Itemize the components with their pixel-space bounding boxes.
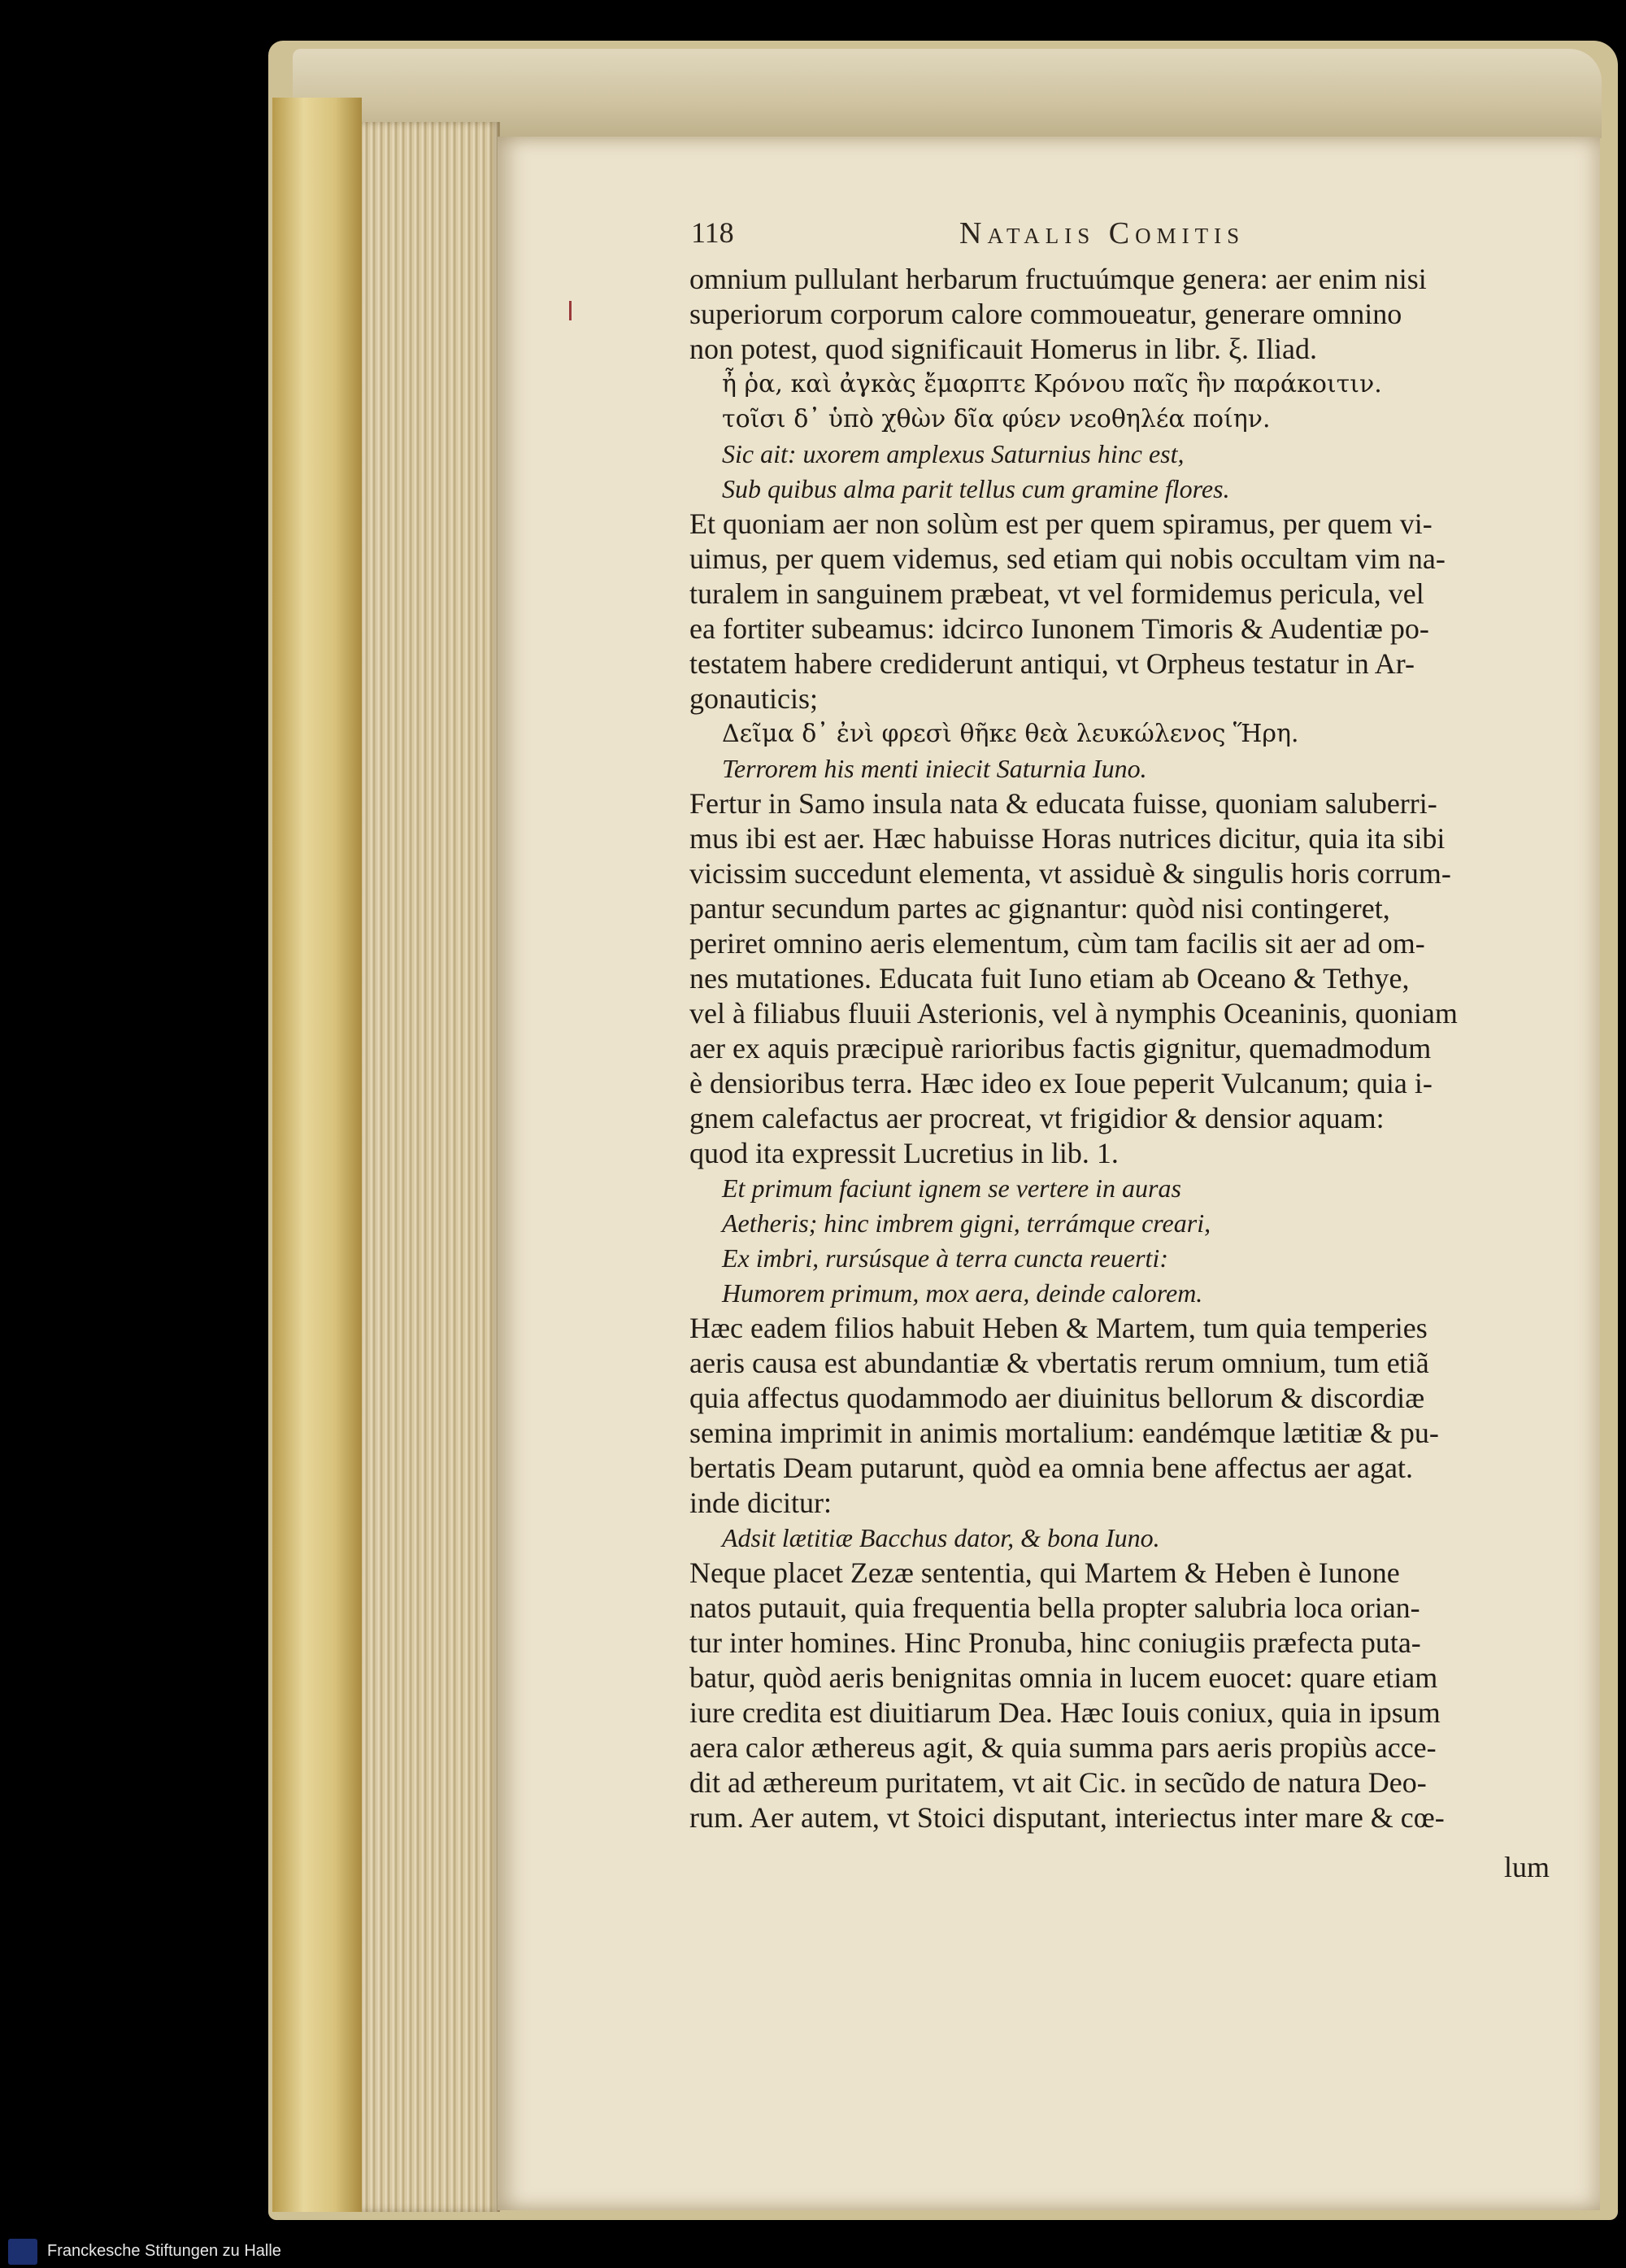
text-line: batur, quòd aeris benignitas omnia in lucem euocet: quare etiam [689, 1661, 1438, 1694]
book-cover-edge [272, 98, 362, 2212]
text-line: Sic ait: uxorem amplexus Saturnius hinc est, [722, 439, 1185, 468]
text-line: Et quoniam aer non solùm est per quem spiramus, per quem vi- [689, 507, 1433, 540]
text-line: Adsit lætitiæ Bacchus dator, & bona Iuno. [722, 1523, 1160, 1552]
text-line: rum. Aer autem, vt Stoici disputant, interiectus inter mare & cœ- [689, 1801, 1445, 1834]
text-line: bertatis Deam putarunt, quòd ea omnia bene affectus aer agat. [689, 1452, 1413, 1484]
text-line: vel à filiabus fluuii Asterionis, vel à nymphis Oceaninis, quoniam [689, 997, 1458, 1030]
footer-institution: Franckesche Stiftungen zu Halle [47, 2242, 281, 2260]
text-line: Fertur in Samo insula nata & educata fuisse, quoniam saluberri- [689, 787, 1437, 820]
institution-logo-icon [8, 2239, 37, 2265]
text-line: Δεῖμα δ᾽ ἐνὶ φρεσὶ θῆκε θεὰ λευκώλενος Ἥρη. [722, 720, 1299, 748]
text-line: tur inter homines. Hinc Pronuba, hinc coniugiis præfecta puta- [689, 1626, 1421, 1659]
text-line: τοῖσι δ᾽ ὑπὸ χθὼν δῖα φύεν νεοθηλέα ποίην. [722, 405, 1271, 433]
text-line: uimus, per quem videmus, sed etiam qui nobis occultam vim na- [689, 542, 1446, 575]
text-line: è densioribus terra. Hæc ideo ex Ioue peperit Vulcanum; quia i- [689, 1067, 1433, 1099]
text-line: pantur secundum partes ac gignantur: quòd nisi contingeret, [689, 892, 1390, 925]
text-line: quod ita expressit Lucretius in lib. 1. [689, 1137, 1119, 1169]
text-line: dit ad æthereum puritatem, vt ait Cic. in secũdo de natura Deo- [689, 1766, 1427, 1799]
footer-bar [0, 2235, 1626, 2268]
text-line: iure credita est diuitiarum Dea. Hæc Iouis coniux, quia in ipsum [689, 1696, 1441, 1729]
text-line: aera calor æthereus agit, & quia summa pars aeris propiùs acce- [689, 1731, 1437, 1764]
text-line: gonauticis; [689, 682, 818, 715]
text-line: vicissim succedunt elementa, vt assiduè & singulis horis corrum- [689, 857, 1451, 890]
text-line: quia affectus quodammodo aer diuinitus bellorum & discordiæ [689, 1382, 1425, 1414]
text-line: superiorum corporum calore commoueatur, generare omnino [689, 298, 1402, 330]
margin-mark [569, 301, 572, 320]
catchword: lum [1504, 1851, 1550, 1883]
text-line: aeris causa est abundantiæ & vbertatis rerum omnium, tum etiã [689, 1347, 1429, 1379]
text-line: semina imprimit in animis mortalium: eandémque lætitiæ & pu- [689, 1417, 1439, 1449]
text-line: inde dicitur: [689, 1487, 832, 1519]
text-line: periret omnino aeris elementum, cùm tam facilis sit aer ad om- [689, 927, 1425, 960]
page-number: 118 [691, 216, 734, 249]
text-line: Humorem primum, mox aera, deinde calorem. [722, 1278, 1203, 1308]
text-line: Terrorem his menti iniecit Saturnia Iuno. [722, 754, 1147, 783]
text-line: aer ex aquis præcipuè rarioribus factis gignitur, quemadmodum [689, 1032, 1432, 1064]
text-line: Neque placet Zezæ sententia, qui Martem & Heben è Iunone [689, 1556, 1400, 1589]
text-line: Et primum faciunt ignem se vertere in auras [722, 1173, 1181, 1203]
text-line: omnium pullulant herbarum fructuúmque genera: aer enim nisi [689, 263, 1427, 295]
page-fore-edge [362, 122, 500, 2212]
text-line: gnem calefactus aer procreat, vt frigidior & densior aquam: [689, 1102, 1385, 1134]
text-line: mus ibi est aer. Hæc habuisse Horas nutrices dicitur, quia ita sibi [689, 822, 1446, 855]
text-line: testatem habere crediderunt antiqui, vt Orpheus testatur in Ar- [689, 647, 1415, 680]
text-line: Ex imbri, rursúsque à terra cuncta reuerti: [722, 1243, 1168, 1273]
text-line: turalem in sanguinem præbeat, vt vel formidemus pericula, vel [689, 577, 1424, 610]
text-line: Hæc eadem filios habuit Heben & Martem, tum quia temperies [689, 1312, 1428, 1344]
text-line: ea fortiter subeamus: idcirco Iunonem Timoris & Audentiæ po- [689, 612, 1429, 645]
running-head [691, 215, 1390, 256]
main-text [689, 262, 1576, 1835]
text-line: natos putauit, quia frequentia bella propter salubria loca orian- [689, 1591, 1420, 1624]
text-line: ἦ ῥα, καὶ ἀγκὰς ἔμαρπτε Κρόνου παῖς ἣν παράκοιτιν. [722, 370, 1382, 398]
text-line: Aetheris; hinc imbrem gigni, terrámque creari, [722, 1208, 1211, 1238]
text-line: Sub quibus alma parit tellus cum gramine flores. [722, 474, 1230, 503]
running-head-title: Natalis Comitis [959, 216, 1246, 250]
text-line: non potest, quod significauit Homerus in libr. ξ. Iliad. [689, 333, 1317, 365]
text-line: nes mutationes. Educata fuit Iuno etiam ab Oceano & Tethye, [689, 962, 1410, 995]
